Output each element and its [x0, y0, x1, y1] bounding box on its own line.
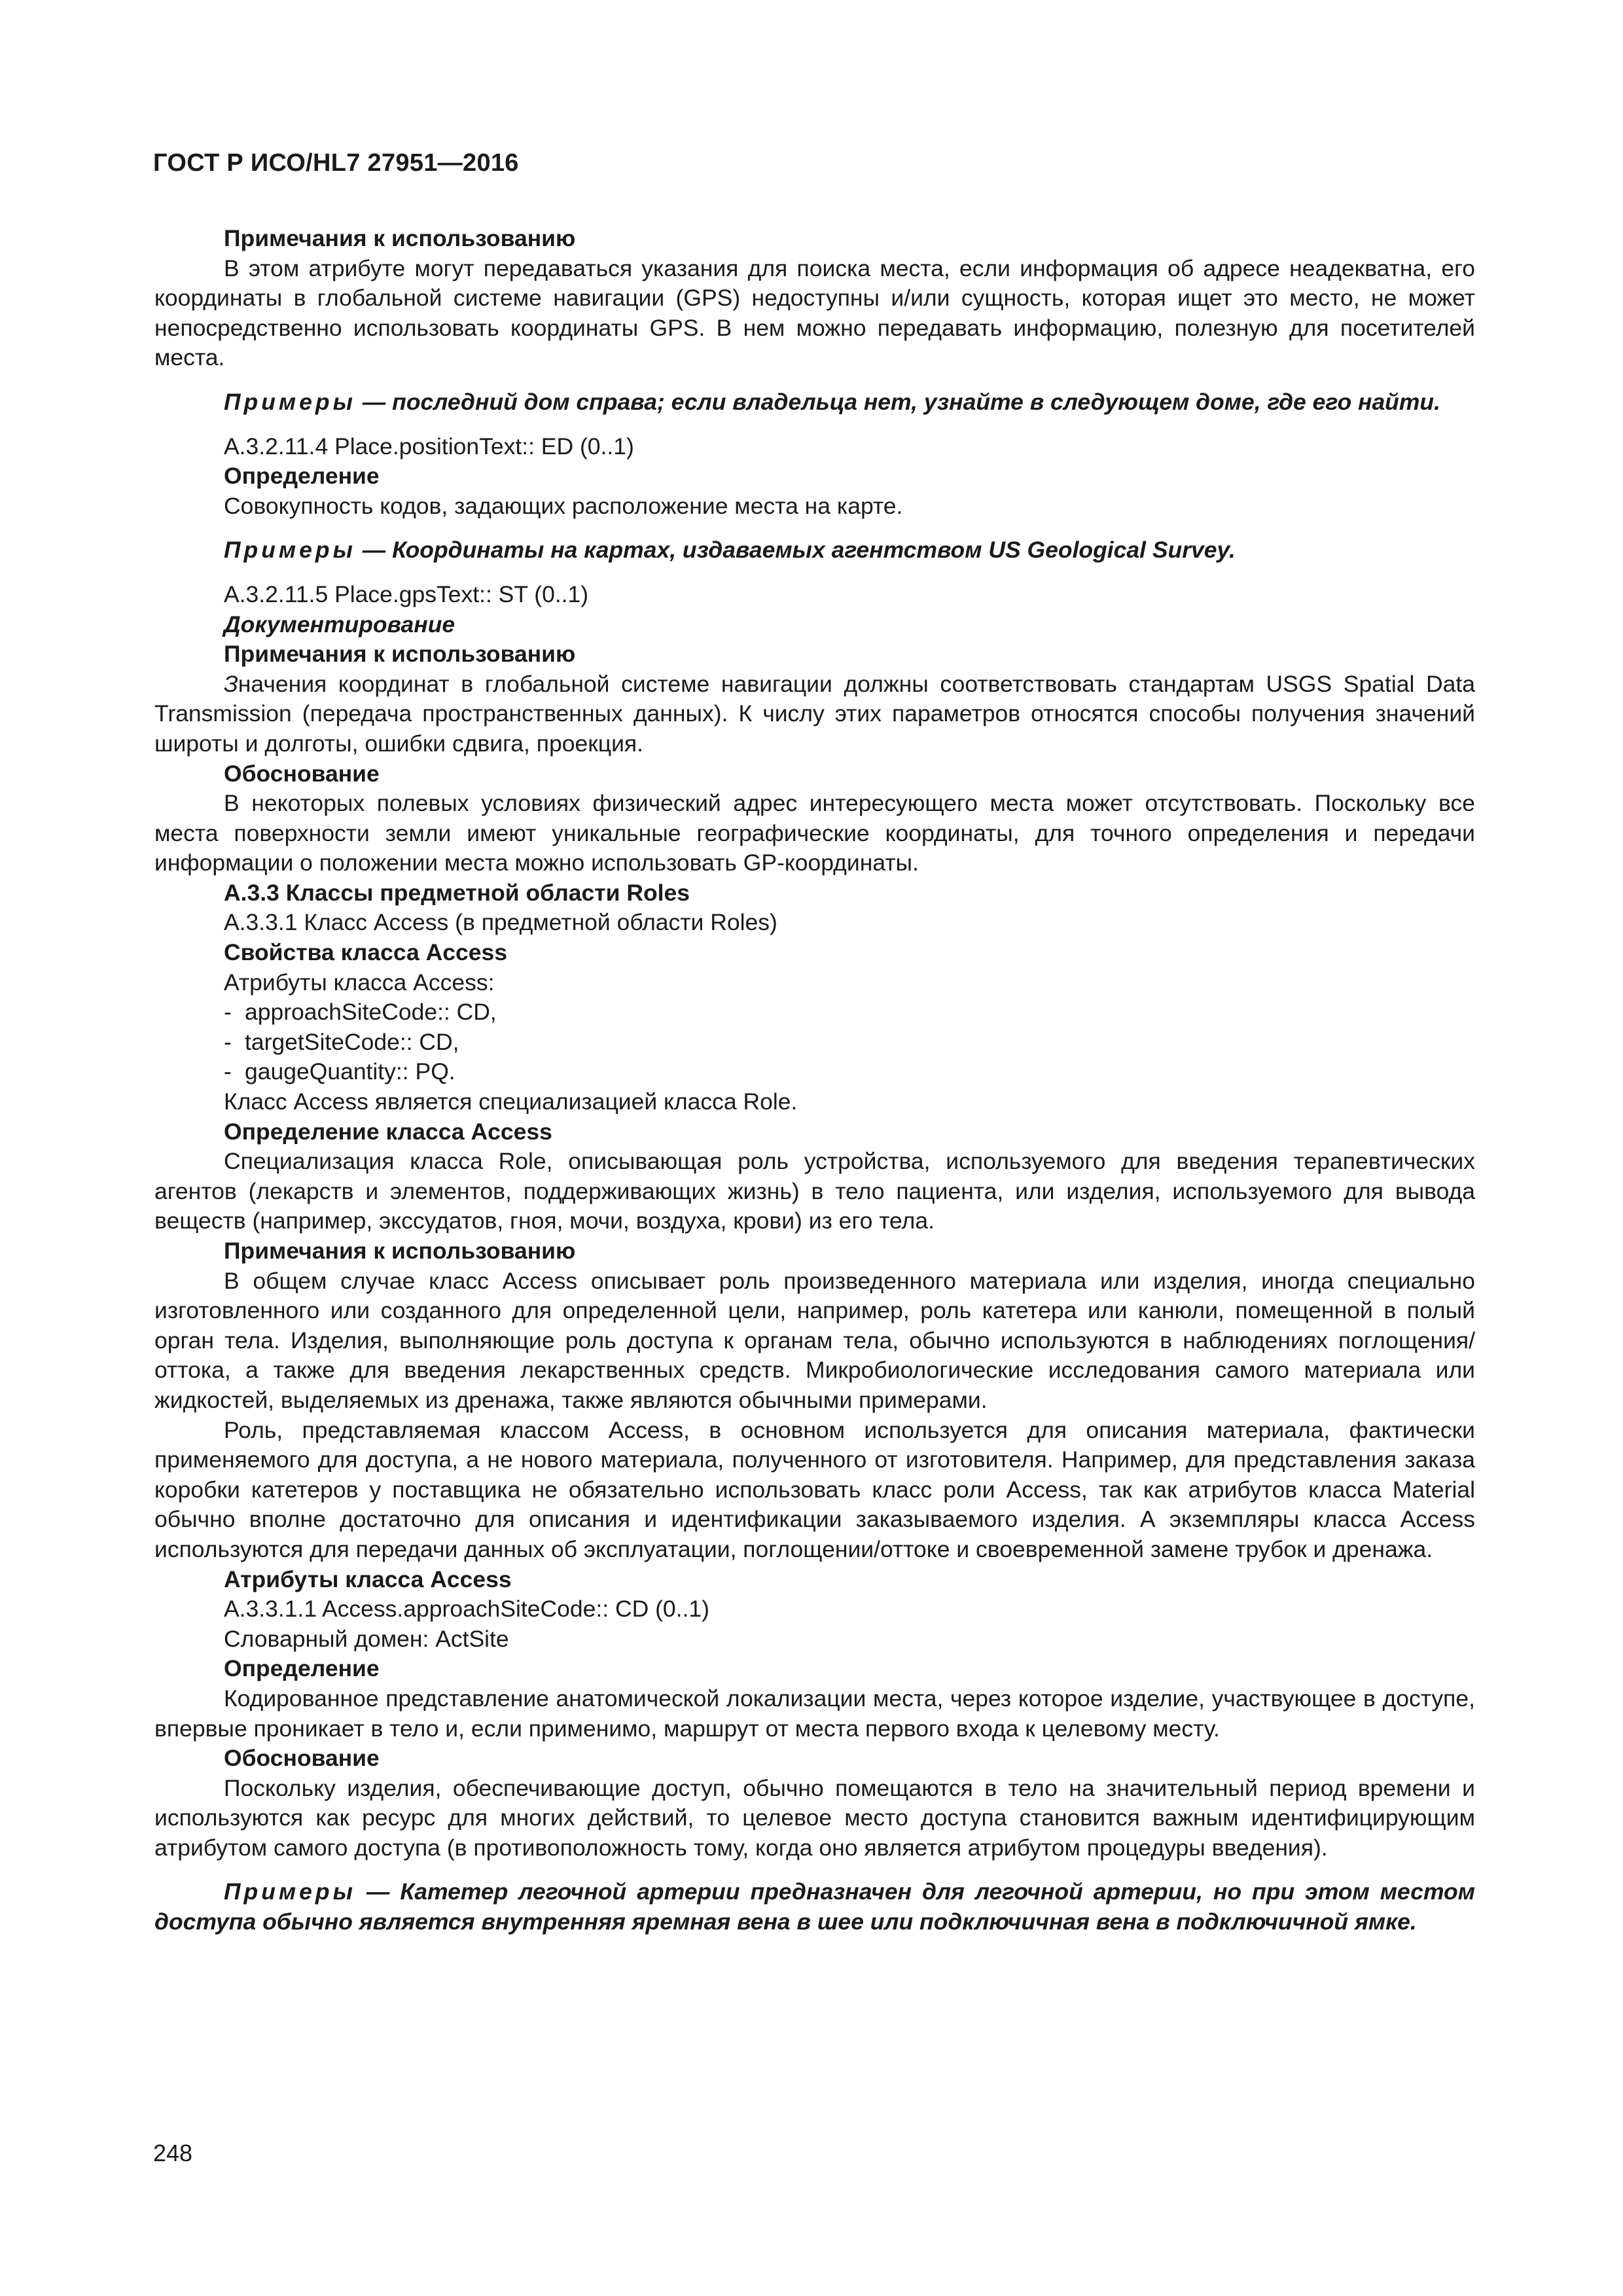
list-item: [224, 997, 1475, 1028]
paragraph: Кодированное представление анатомической локализации места, через которое изделие, участвующее в доступе, впервые проникает в тело и, если применимо, маршрут от места первого входа к целевому месту.: [154, 1685, 1475, 1742]
paragraph: Поскольку изделия, обеспечивающие доступ, обычно помещаются в тело на значительный период времени и используются как ресурс для многих действий, то целевое место доступа становится важным идентифицирующим атрибутом самого доступа (в противоположность тому, когда оно является атрибутом процедуры введения).: [154, 1774, 1475, 1861]
example-text: — Катетер легочной артерии предназначен для легочной артерии, но при этом местом доступа обычно является внутренняя яремная вена в шее или подключичная вена в подключичной ямке.: [154, 1878, 1475, 1935]
dash: -: [224, 1058, 232, 1085]
section-heading: Атрибуты класса Access: [224, 1566, 512, 1592]
attribute-title: A.3.2.11.5 Place.gpsText:: ST (0..1): [224, 581, 589, 607]
section-heading: Свойства класса Access: [224, 939, 507, 966]
example-text: — Координаты на картах, издаваемых агентством US Geological Survey.: [355, 537, 1236, 564]
section-heading: Определение: [224, 1655, 380, 1682]
list-item-text: targetSiteCode:: CD,: [245, 1028, 459, 1055]
example-note: [154, 387, 1475, 418]
example-text: — последний дом справа; если владельца нет, узнайте в следующем доме, где его найти.: [355, 388, 1440, 415]
paragraph: Словарный домен: ActSite: [224, 1625, 509, 1652]
list-item: [224, 1028, 1475, 1058]
section-heading: Обоснование: [224, 1745, 380, 1772]
example-label: Примеры: [224, 1878, 356, 1905]
attribute-title: A.3.3.1.1 Access.approachSiteCode:: CD (0..1): [224, 1596, 709, 1623]
paragraph: В общем случае класс Access описывает роль произведенного материала или изделия, иногда специально изготовленного или созданного для определенной цели, например, роль катетера или канюли, помещенной в полый орган тела. Изделия, выполняющие роль доступа к органам тела, обычно используются в наблюдениях поглощения/оттока, а также для введения лекарственных средств. Микробиологические исследования самого материала или жидкостей, выделяемых из дренажа, также являются обычными примерами.: [154, 1267, 1475, 1413]
paragraph: Совокупность кодов, задающих расположение места на карте.: [224, 492, 903, 519]
list-item-text: gaugeQuantity:: PQ.: [245, 1058, 455, 1085]
example-label: Примеры: [224, 388, 356, 415]
example-note: [154, 1877, 1475, 1937]
section-heading: Обоснование: [224, 760, 380, 787]
paragraph: В этом атрибуте могут передаваться указания для поиска места, если информация об адресе неадекватна, его координаты в глобальной системе навигации (GPS) недоступны и/или сущность, которая ищет это место, не может непосредственно использовать координаты GPS. В нем можно передавать информацию, полезную для посетителей места.: [154, 255, 1475, 371]
paragraph: Класс Access является специализацией класса Role.: [224, 1088, 798, 1115]
paragraph: Роль, представляемая классом Access, в основном используется для описания материала, фактически применяемого для доступа, а не нового материала, полученного от изготовителя. Например, для представления заказа коробки катетеров у поставщика не обязательно использовать класс роли Access, так как атрибутов класса Material обычно вполне достаточно для описания и идентификации заказываемого изделия. А экземпляры класса Access используются для передачи данных об эксплуатации, поглощении/оттоке и своевременной замене трубок и дренажа.: [154, 1416, 1475, 1562]
class-title: A.3.3.1 Класс Access (в предметной области Roles): [224, 909, 777, 936]
list-item-text: approachSiteCode:: CD,: [245, 999, 497, 1026]
example-note: [154, 535, 1475, 565]
list-item: [224, 1057, 1475, 1087]
page-content: [154, 224, 1475, 1952]
document-header: ГОСТ Р ИСО/HL7 27951—2016: [153, 149, 519, 177]
italic-initial: З: [224, 670, 238, 697]
dash: -: [224, 999, 232, 1026]
paragraph: Атрибуты класса Access:: [224, 969, 495, 996]
section-heading: A.3.3 Классы предметной области Roles: [224, 879, 690, 906]
section-heading: Документирование: [224, 611, 455, 637]
paragraph: Специализация класса Role, описывающая роль устройства, используемого для введения терапевтических агентов (лекарств и элементов, поддерживающих жизнь) в тело пациента, или изделия, используемого для вывода веществ (например, экссудатов, гноя, мочи, воздуха, крови) из его тела.: [154, 1148, 1475, 1234]
attribute-list: [154, 997, 1475, 1087]
dash: -: [224, 1028, 232, 1055]
paragraph: [154, 670, 1475, 759]
section-heading: Определение класса Access: [224, 1118, 552, 1145]
paragraph-text: начения координат в глобальной системе навигации должны соответствовать стандартам USGS Spatial Data Transmission (передача пространственных данных). К числу этих параметров относятся способы получения значений широты и долготы, ошибки сдвига, проекция.: [154, 670, 1475, 757]
section-heading: Примечания к использованию: [224, 225, 576, 251]
example-label: Примеры: [224, 537, 356, 564]
attribute-title: A.3.2.11.4 Place.positionText:: ED (0..1): [224, 433, 634, 459]
section-heading: Примечания к использованию: [224, 641, 576, 668]
section-heading: Примечания к использованию: [224, 1238, 576, 1264]
page-number: 248: [153, 2140, 193, 2166]
paragraph: В некоторых полевых условиях физический адрес интересующего места может отсутствовать. Поскольку все места поверхности земли имеют уникальные географические координаты, для точного определения и передачи информации о положении места можно использовать GP-координаты.: [154, 790, 1475, 876]
section-heading: Определение: [224, 463, 380, 490]
